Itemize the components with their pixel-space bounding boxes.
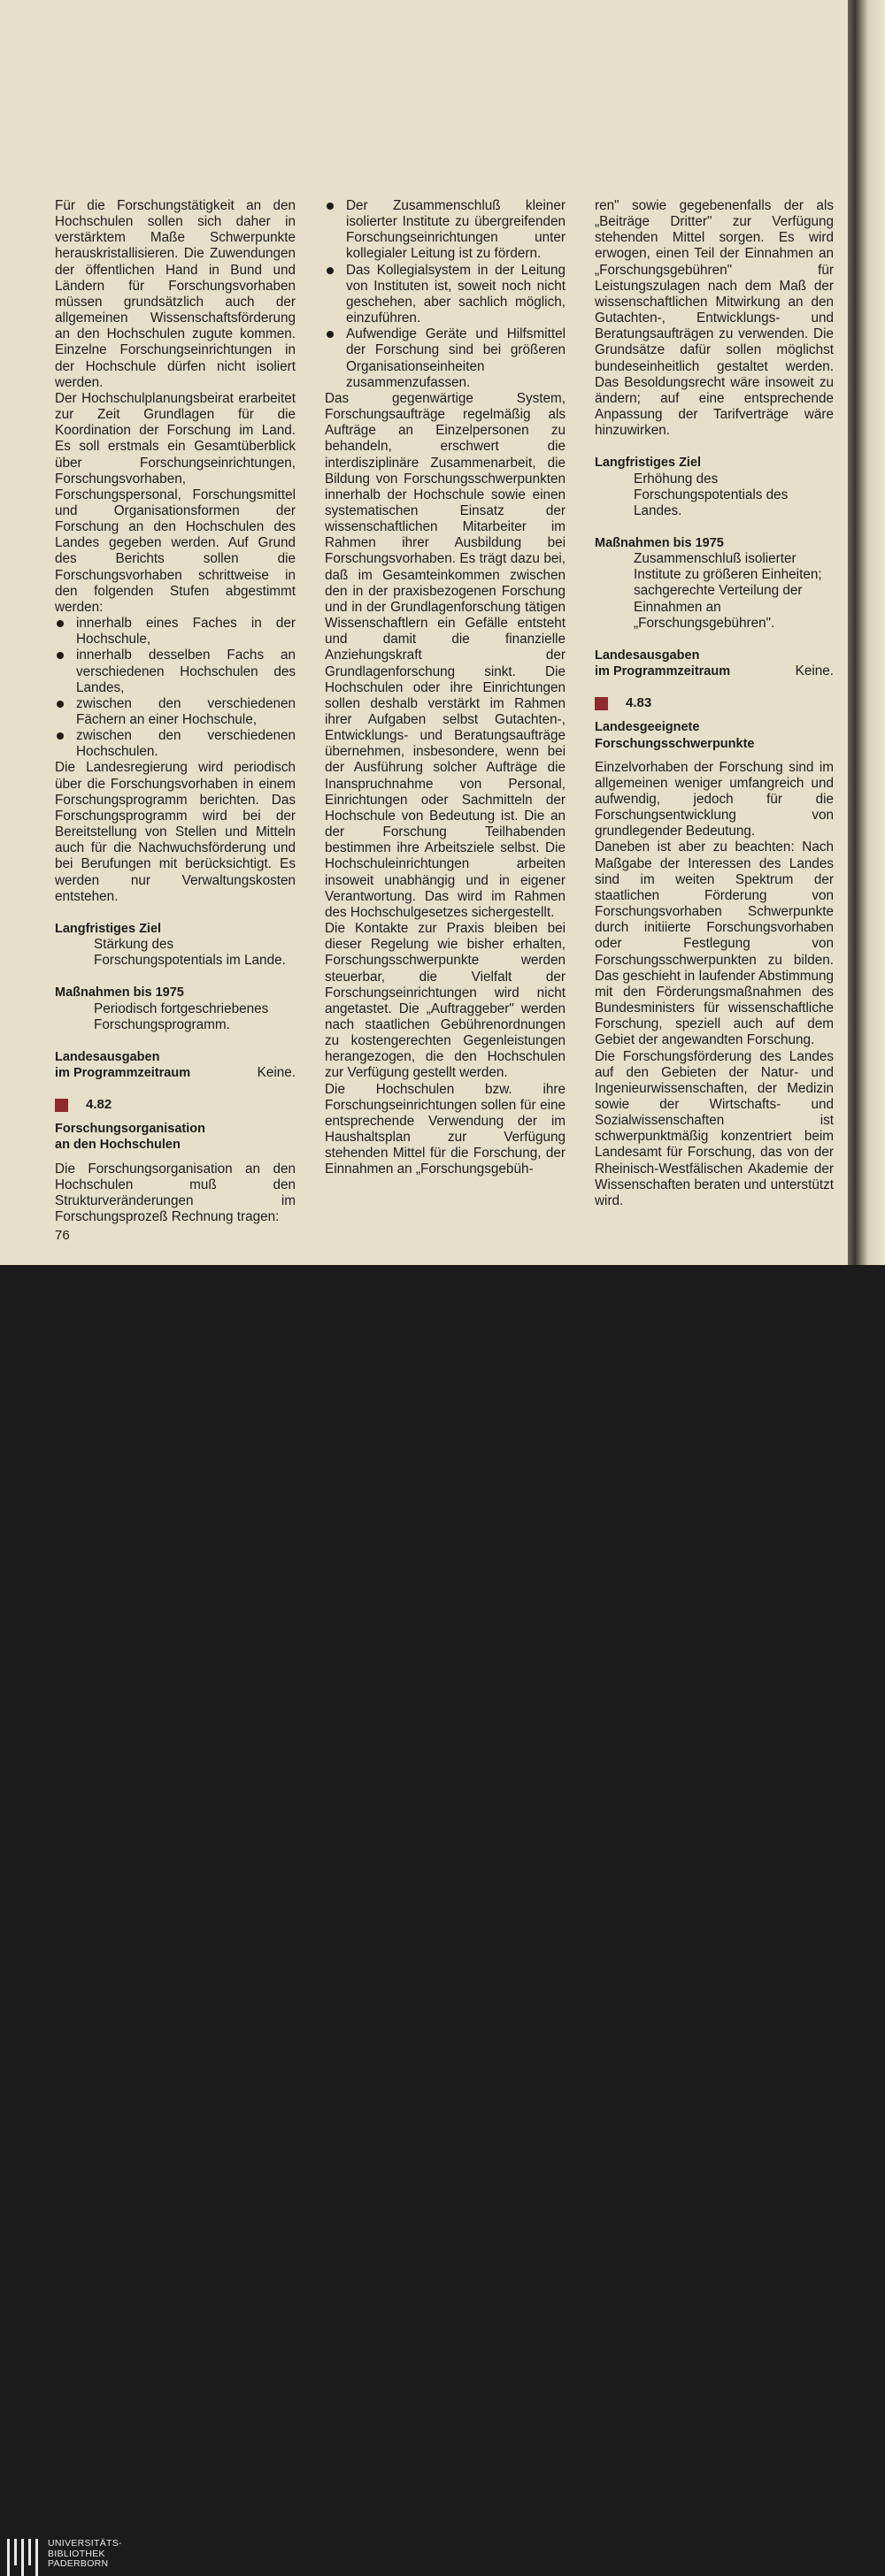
book-spine [848, 0, 885, 1265]
text-column-2 [325, 198, 566, 1178]
ziel-heading: Langfristiges Ziel [595, 456, 702, 471]
landesausgaben-label: im Programmzeitraum [55, 1065, 191, 1080]
section-marker-icon [595, 697, 608, 710]
bullet-icon [55, 728, 76, 760]
bullet-icon [325, 263, 346, 327]
list-item: Aufwendige Geräte und Hilfsmittel der Forschung sind bei größeren Organisationseinheiten zusammenzufassen. [325, 326, 566, 391]
ziel-text: Erhöhung des Forschungspotentials des Landes. [634, 471, 789, 518]
bullet-icon [325, 326, 346, 391]
paragraph: Die Hochschulen bzw. ihre Forschungseinrichtungen sollen für eine entsprechende Verwendung der im Haushaltsplan zur Verfügung stehenden Mittel für die Forschung, der Einnahmen an „Forschungsgebüh- [325, 1081, 566, 1177]
section-number: 4.83 [595, 695, 834, 711]
landesausgaben-heading: Landesausgaben [55, 1049, 160, 1064]
paragraph: Die Forschungsorganisation an den Hochschulen muß den Strukturveränderungen im Forschungsprozeß Rechnung tragen: [55, 1161, 296, 1225]
page-number: 76 [55, 1228, 70, 1243]
ziel-text: Stärkung des Forschungspotentials im Lande. [94, 937, 286, 969]
massnahmen-heading: Maßnahmen bis 1975 [55, 985, 184, 1000]
list-item: innerhalb desselben Fachs an verschiedenen Hochschulen des Landes, [55, 648, 296, 695]
massnahmen-heading: Maßnahmen bis 1975 [595, 535, 724, 550]
text-column-1 [55, 198, 296, 1225]
document-page [0, 0, 848, 1265]
list-item: zwischen den verschiedenen Hochschulen. [55, 728, 296, 760]
library-logo-icon [7, 2539, 41, 2576]
list-item: Der Zusammenschluß kleiner isolierter Institute zu übergreifenden Forschungseinrichtungen unter kollegialer Leitung ist zu fördern. [325, 198, 566, 263]
section-title: Landesgeeignete [595, 720, 700, 735]
paragraph: Die Forschungsförderung des Landes auf den Gebieten der Natur- und Ingenieurwissenschaften, der Medizin sowie der Wirtschafts- und Sozialwissenschaften ist schwerpunktmäßig konzentriert beim Landesamt für Forschung, das von der Rheinisch-Westfälischen Akademie der Wissenschaften beraten und unterstützt wird. [595, 1048, 834, 1208]
paragraph: Der Hochschulplanungsbeirat erarbeitet zur Zeit Grundlagen für die Koordination der Forschung im Land. Es soll erstmals ein Gesamtüberblick über Forschungseinrichtungen, Forschungsvorhaben, Forschungspersonal, Forschungsmittel und Organisationsformen der Forschung an den Hochschulen des Landes gegeben werden. Auf Grund des Berichts sollen die Forschungsvorhaben schrittweise in den folgenden Stufen abgestimmt werden: [55, 390, 296, 615]
landesausgaben-row [55, 1065, 296, 1081]
massnahmen-text: Periodisch fortgeschriebenes Forschungsprogramm. [94, 1000, 269, 1032]
list-item: Das Kollegialsystem in der Leitung von Instituten ist, soweit noch nicht geschehen, aber sachlich möglich, einzuführen. [325, 263, 566, 327]
massnahmen-text: Zusammenschluß isolierter Institute zu größeren Einheiten; sachgerechte Verteilung der Einnahmen an „Forschungsgebühren". [634, 551, 822, 631]
paragraph: Für die Forschungstätigkeit an den Hochschulen sollen sich daher in verstärktem Maße Schwerpunkte herauskristallisieren. Die Zuwendungen der öffentlichen Hand in Bund und Ländern für Forschungsvorhaben müssen grundsätzlich auch der allgemeinen Wissenschaftsförderung an den Hochschulen zugute kommen. Einzelne Forschungseinrichtungen in der Hochschule dürfen nicht isoliert werden. [55, 198, 296, 390]
landesausgaben-value: Keine. [257, 1064, 296, 1080]
landesausgaben-label: im Programmzeitraum [595, 664, 731, 679]
bullet-icon [55, 648, 76, 695]
section-title: Forschungsschwerpunkte [595, 736, 755, 751]
section-title: Forschungsorganisation [55, 1122, 205, 1137]
paragraph: Die Kontakte zur Praxis bleiben bei dieser Regelung wie bisher erhalten, Forschungsschwerpunkte werden steuerbar, die Vielfalt der Forschungseinrichtungen wird nicht angetastet. Die „Auftraggeber" werden nach staatlichen Gebührenordnungen zu kostengerechten Gegenleistungen herangezogen, die den Hochschulen zur Verfügung gestellt werden. [325, 921, 566, 1081]
list-item: zwischen den verschiedenen Fächern an einer Hochschule, [55, 696, 296, 728]
library-footer [0, 1265, 885, 2569]
library-logo-text: UNIVERSITÄTS- BIBLIOTHEK PADERBORN [48, 2538, 122, 2569]
bullet-icon [55, 696, 76, 728]
section-marker-icon [55, 1099, 68, 1112]
landesausgaben-heading: Landesausgaben [595, 648, 700, 663]
landesausgaben-row [595, 663, 834, 679]
paragraph: Die Landesregierung wird periodisch über die Forschungsvorhaben in einem Forschungsprogramm berichten. Das Forschungsprogramm wird bei der Bereitstellung von Stellen und Mitteln auch für die Nachwuchsförderung und bei Berufungen mit berücksichtigt. Es werden nur Verwaltungskosten entstehen. [55, 760, 296, 904]
text-column-3 [595, 198, 834, 1209]
section-title: an den Hochschulen [55, 1138, 181, 1153]
paragraph: Daneben ist aber zu beachten: Nach Maßgabe der Interessen des Landes sind im weiten Spektrum der staatlichen Förderung von Forschungsvorhaben Schwerpunkte durch initiierte Forschungsvorhaben oder Festlegung von Forschungsschwerpunkten zu bilden. Das geschieht in laufender Abstimmung mit den Förderungsmaßnahmen des Bundesministers für wissenschaftliche Forschung, speziell auch auf dem Gebiet der angewandten Forschung. [595, 840, 834, 1048]
ziel-heading: Langfristiges Ziel [55, 921, 162, 936]
section-number: 4.82 [55, 1097, 296, 1113]
paragraph: Das gegenwärtige System, Forschungsaufträge regelmäßig als Aufträge an Einzelpersonen zu behandeln, erschwert die interdisziplinäre Zusammenarbeit, die Bildung von Forschungsschwerpunkten innerhalb der Hochschule sowie einen systematischen Einsatz der wissenschaftlichen Mitarbeiter im Rahmen ihrer Ausbildung bei Forschungsvorhaben. Es trägt dazu bei, daß im Gesamteinkommen zwischen den in der praxisbezogenen Forschung und in der Grundlagenforschung tätigen Wissenschaftlern ein Gefälle entsteht und damit die finanzielle Anziehungskraft der Grundlagenforschung sinkt. Die Hochschulen oder ihre Einrichtungen sollen deshalb verstärkt im Rahmen ihrer Aufgaben selbst Gutachten-, Entwicklungs- und Beratungsaufträge übernehmen, insbesondere, wenn bei der Ausführung solcher Aufträge die Inanspruchnahme von Personal, Einrichtungen oder Sachmitteln der Hochschule von Bedeutung ist. Die an der Forschung Teilhabenden bestimmen ihre Arbeitsziele selbst. Die Hochschuleinrichtungen arbeiten insoweit unabhängig und in eigener Verantwortung. Das wird im Rahmen des Hochschulgesetzes sichergestellt. [325, 390, 566, 920]
paragraph: Einzelvorhaben der Forschung sind im allgemeinen weniger umfangreich und aufwendig, jedoch für die Forschungsentwicklung von grundlegender Bedeutung. [595, 759, 834, 840]
paragraph: ren" sowie gegebenenfalls der als „Beiträge Dritter" zur Verfügung stehenden Mittel sorgen. Es wird erwogen, einen Teil der Einnahmen an „Forschungsgebühren" für Leistungszulagen nach dem Maß der wissenschaftlichen Mitwirkung an den Gutachten-, Entwicklungs- und Beratungsaufträgen zu verwenden. Die Grundsätze dafür sollen möglichst bundeseinheitlich gestaltet werden. Das Besoldungsrecht wäre insoweit zu ändern; auf eine entsprechende Anpassung der Tarifverträge wäre hinzuwirken. [595, 198, 834, 439]
bullet-icon [325, 198, 346, 263]
list-item: innerhalb eines Faches in der Hochschule, [55, 616, 296, 648]
bullet-icon [55, 616, 76, 648]
landesausgaben-value: Keine. [795, 663, 834, 679]
